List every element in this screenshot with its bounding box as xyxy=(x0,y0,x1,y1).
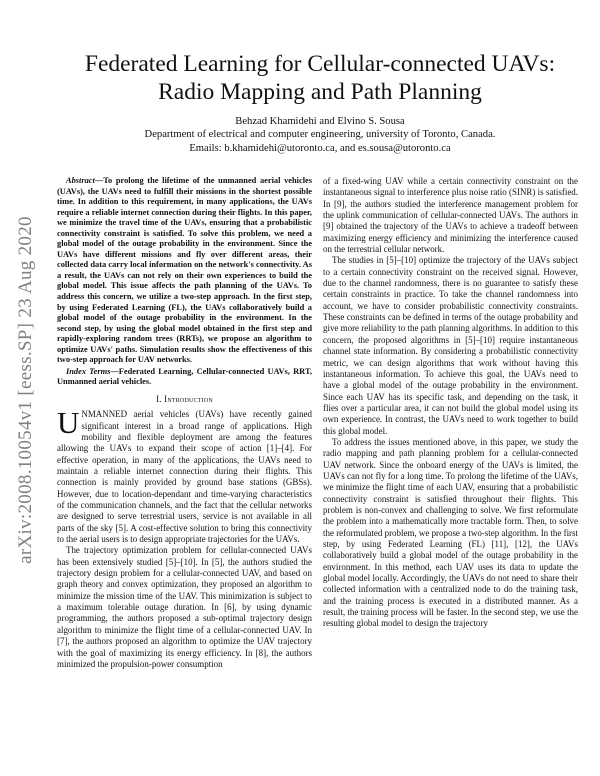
author-emails: Emails: b.khamidehi@utoronto.ca, and es.sousa@utoronto.ca xyxy=(189,142,451,154)
intro-paragraph-1 xyxy=(57,405,312,545)
paper-title xyxy=(40,50,600,106)
intro-small-caps: NMANNED xyxy=(81,409,128,420)
abstract xyxy=(57,176,312,388)
intro-paragraph-2: The trajectory optimization problem for cellular-connected UAVs has been extensively studied [5]–[10]. In [5], the authors studied the trajectory design problem for a cellular-connected UAV, and based on graph theory and convex optimization, they proposed an algorithm to minimize the mission time of the UAV. This minimization is subject to a maximum tolerable outage duration. In [6], by using dynamic programming, the authors proposed a sub-optimal trajectory design algorithm to minimize the flight time of a cellular-connected UAV. In [7], the authors proposed an algorithm to optimize the UAV trajectory with the goal of maximizing its energy efficiency. In [8], the authors minimized the propulsion-power consumption xyxy=(57,545,312,669)
index-terms-label: Index Terms xyxy=(66,366,111,376)
abstract-label: Abstract xyxy=(66,176,95,185)
abstract-paragraph xyxy=(57,176,312,366)
drop-cap: U xyxy=(57,405,80,441)
author-names: Behzad Khamidehi and Elvino S. Sousa xyxy=(235,116,405,127)
right-paragraph-1: of a fixed-wing UAV while a certain connectivity constraint on the instantaneous signal to interference plus noise ratio (SINR) is satisfied. In [9], the authors studied the interference management problem for the uplink communication of cellular-connected UAVs. The authors in [9] obtained the trajectory of the UAVs to achieve a tradeoff between maximizing energy efficiency and minimizing the interference caused on the terrestrial cellular network. xyxy=(323,176,578,255)
title-line-2: Radio Mapping and Path Planning xyxy=(158,79,482,105)
author-block xyxy=(40,115,600,155)
left-column xyxy=(57,176,312,670)
right-paragraph-2: The studies in [5]–[10] optimize the trajectory of the UAVs subject to a certain connectivity constraint on the received signal. However, due to the channel randomness, there is no guarantee to satisfy these certain constraints in practice. To take the channel randomness into account, we have to consider probabilistic connectivity constraints. These constraints can be defined in terms of the outage probability and give more reliability to the path planning algorithms. In addition to this concern, the proposed algorithms in [5]–[10] require instantaneous channel state information. By considering a probabilistic connectivity metric, we can design algorithms that work without having this instantaneous information. To achieve this goal, the UAVs need to have a global model of the outage probability in the environment. Since each UAV has its specific task, and depending on the task, it flies over a particular area, it can not build the global model using its own experience. In contrast, the UAVs need to work together to build this global model. xyxy=(323,255,578,436)
arxiv-stamp xyxy=(4,180,48,600)
intro-paragraph-1-text: aerial vehicles (UAVs) have recently gained significant interest in a broad range of applications. High mobility and flexible deployment are among the features allowing the UAVs to expand their scope of action [1]–[4]. For effective operation, in many of the applications, the UAVs need to maintain a reliable internet connection during their flights. This connection is mainly provided by ground base stations (GBSs). However, due to location-dependant and time-varying characteristics of the communication channels, and the fact that the cellular networks are designed to serve terrestrial users, service is not available in all parts of the sky [5]. A cost-effective solution to bring this connectivity to the aerial users is to design appropriate trajectories for the UAVs. xyxy=(57,409,312,545)
arxiv-stamp-text: arXiv:2008.10054v1 [eess.SP] 23 Aug 2020 xyxy=(15,216,36,564)
section-heading-introduction: I. Introduction xyxy=(156,393,213,404)
abstract-text: —To prolong the lifetime of the unmanned aerial vehicles (UAVs), the UAVs need to fulfill their missions in the shortest possible time. In addition to this requirement, in many applications, the UAVs require a reliable internet connection during their flights. In this paper, we minimize the travel time of the UAVs, ensuring that a probabilistic connectivity constraint is satisfied. To solve this problem, we need a global model of the outage probability in the environment. Since the UAVs have different missions and fly over different areas, their collected data carry local information on the network's connectivity. As a result, the UAVs can not rely on their own experiences to build the global model. This issue affects the path planning of the UAVs. To address this concern, we utilize a two-step approach. In the first step, by using Federated Learning (FL), the UAVs collaboratively build a global model of the outage probability in the environment. In the second step, by using the global model obtained in the first step and rapidly-exploring random trees (RRTs), we propose an algorithm to optimize UAVs' paths. Simulation results show the effectiveness of this two-step approach for UAV networks. xyxy=(57,176,312,365)
affiliation: Department of electrical and computer engineering, university of Toronto, Canada. xyxy=(144,129,496,141)
right-paragraph-3: To address the issues mentioned above, in this paper, we study the radio mapping and path planning problem for a cellular-connected UAV network. Since the onboard energy of the UAVs is limited, the UAVs can not fly for a long time. To prolong the lifetime of the UAVs, we minimize the flight time of each UAV, ensuring that a probabilistic connectivity constraint is satisfied throughout their flights. This problem is non-convex and challenging to solve. We first reformulate the problem into a mathematically more tractable form. Then, to solve the reformulated problem, we propose a two-step algorithm. In the first step, by using Federated Learning (FL) [11], [12], the UAVs collaboratively build a global model of the outage probability in the environment. In this method, each UAV uses its data to update the global model locally. Accordingly, the UAVs do not need to share their collected information with a centralized node to do the training task, and the training process is executed in a distributed manner. As a result, the training process will be faster. In the second step, we use the resulting global model to design the trajectory xyxy=(323,436,578,629)
title-line-1: Federated Learning for Cellular-connected UAVs: xyxy=(84,51,556,77)
index-terms-text: —Federated Learning, Cellular-connected UAVs, RRT, Unmanned aerial vehicles. xyxy=(57,366,312,387)
right-column xyxy=(323,176,578,630)
index-terms xyxy=(57,367,312,388)
